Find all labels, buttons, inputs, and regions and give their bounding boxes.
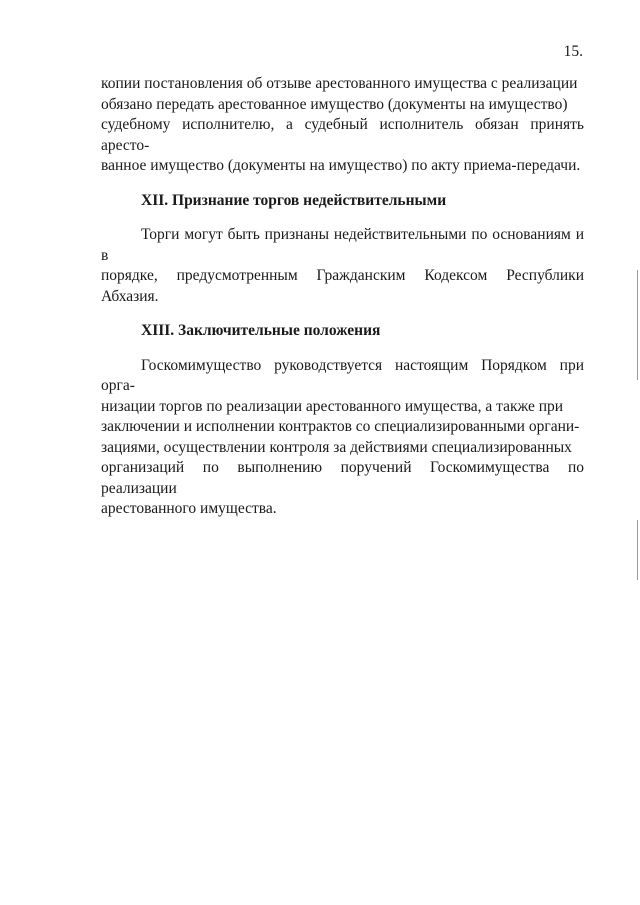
text-line: ванное имущество (документы на имущество) по акту приема-передачи. xyxy=(101,157,581,174)
scan-edge-line xyxy=(637,520,638,580)
text-line: порядке, предусмотренным Гражданским Кодексом Республики Абхазия. xyxy=(101,267,584,305)
text-line: судебному исполнителю, а судебный исполнитель обязан принять аресто- xyxy=(101,116,584,154)
scan-edge-line xyxy=(637,270,638,380)
text-line: низации торгов по реализации арестованного имущества, а также при xyxy=(101,397,564,415)
text-line: обязано передать арестованное имущество (документы на имущество) xyxy=(101,95,568,113)
text-line: заключении и исполнении контрактов со специализированными органи- xyxy=(101,418,580,435)
section-12-paragraph xyxy=(101,225,584,307)
text-line: Торги могут быть признаны недействительными по основаниям и в xyxy=(101,226,584,264)
text-line: зациями, осуществлении контроля за действиями специализированных xyxy=(101,438,572,456)
text-line: Госкомимущество руководствуется настоящим Порядком при орга- xyxy=(101,356,584,394)
section-12-heading: XII. Признание торгов недействительными xyxy=(141,191,447,209)
intro-paragraph xyxy=(101,74,584,177)
page-number: 15. xyxy=(563,43,583,60)
text-line: организаций по выполнению поручений Госкомимущества по реализации xyxy=(101,459,584,497)
document-body xyxy=(101,74,584,520)
section-13-paragraph xyxy=(101,356,584,520)
section-13-heading: XIII. Заключительные положения xyxy=(141,322,381,339)
text-line: арестованного имущества. xyxy=(101,500,277,517)
text-line: копии постановления об отзыве арестованного имущества с реализации xyxy=(101,75,578,92)
